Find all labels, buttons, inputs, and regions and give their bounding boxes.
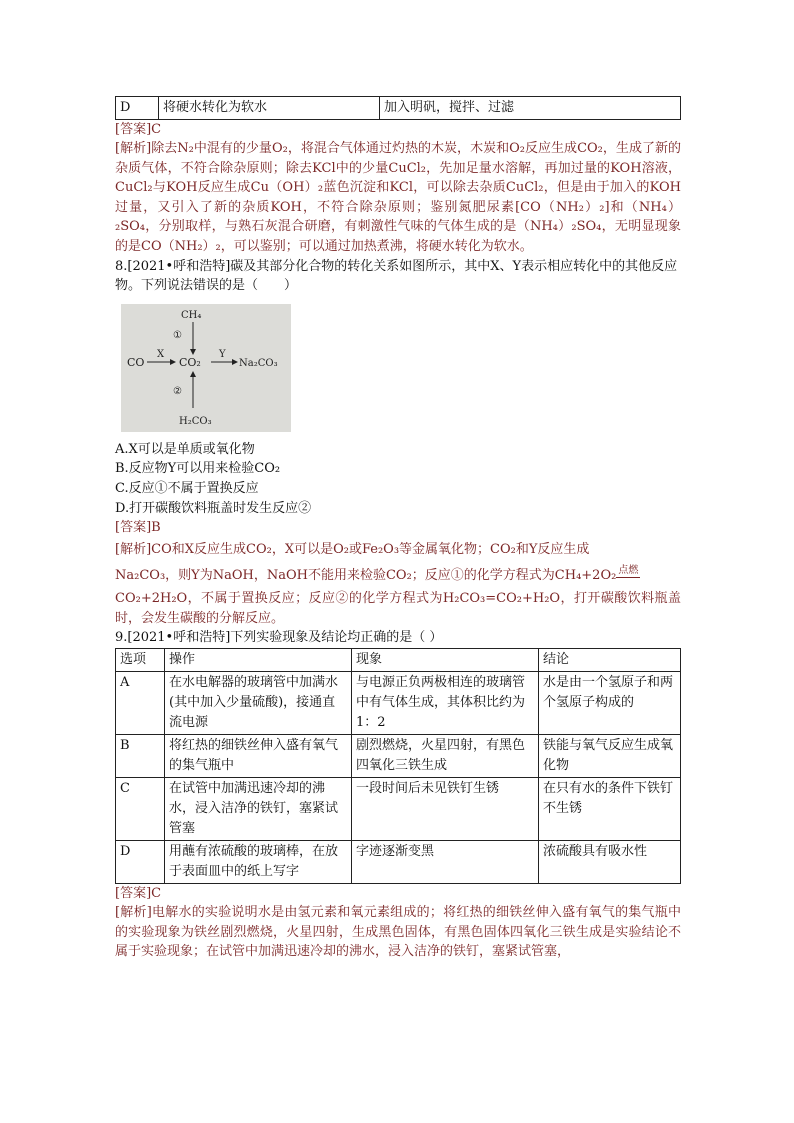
na2co3-label: Na₂CO₃ — [239, 357, 278, 369]
q8-explanation-line-2 — [115, 563, 681, 589]
q9-table — [115, 648, 681, 884]
table-row — [116, 671, 681, 734]
table-cell: 剧烈燃烧，火星四射，有黑色四氧化三铁生成 — [352, 734, 539, 777]
diagram-svg — [121, 304, 291, 432]
co2-label: CO₂ — [179, 355, 201, 369]
ch4-label: CH₄ — [181, 309, 202, 321]
q8-stem: 8.[2021•呼和浩特]碳及其部分化合物的转化关系如图所示，其中X、Y表示相应转化中的其他反应物。下列说法错误的是（ ） — [115, 258, 678, 294]
document-page — [115, 96, 681, 962]
reaction-2-label: ② — [173, 385, 182, 397]
q9-explanation: [解析]电解水的实验说明水是由氢元素和氧元素组成的；将红热的细铁丝伸入盛有氧气的集气瓶中的实验现象为铁丝剧烈燃烧，火星四射，生成黑色固体，有黑色固体四氧化三铁生成是实验结论不属于实验现象；在试管中加满迅速冷却的沸水，浸入洁净的铁钉，塞紧试管塞， — [115, 904, 681, 960]
q8-explanation-line-1: [解析]CO和X反应生成CO₂，X可以是O₂或Fe₂O₃等金属氧化物；CO₂和Y反应生成 — [115, 542, 590, 558]
table-header-cell: 现象 — [352, 648, 539, 671]
table-cell: 在水电解器的玻璃管中加满水(其中加入少量硫酸)，接通直流电源 — [165, 671, 352, 734]
q8-option-a: A.X可以是单质或氧化物 — [115, 441, 255, 457]
carbon-conversion-diagram — [121, 304, 291, 432]
table-cell: 与电源正负两极相连的玻璃管中有气体生成，其体积比约为1：2 — [352, 671, 539, 734]
table-cell: 浓硫酸具有吸水性 — [539, 840, 681, 883]
table-cell: B — [116, 734, 165, 777]
q8-option-b: B.反应物Y可以用来检验CO₂ — [115, 461, 281, 477]
q8-explanation-text: Na₂CO₃，则Y为NaOH，NaOH不能用来检验CO₂；反应①的化学方程式为CH₄+2O₂ — [115, 568, 617, 584]
table-cell: C — [116, 777, 165, 840]
y-label: Y — [219, 348, 226, 360]
x-label: X — [157, 348, 165, 360]
table-row — [116, 97, 681, 120]
table-cell: 字迹逐渐变黑 — [352, 840, 539, 883]
table-cell: A — [116, 671, 165, 734]
table-cell: 加入明矾，搅拌、过滤 — [380, 97, 681, 120]
q9-answer: [答案]C — [115, 885, 162, 901]
q8-option-d: D.打开碳酸饮料瓶盖时发生反应② — [115, 500, 312, 516]
table-cell: D — [116, 97, 159, 120]
table-cell: 水是由一个氢原子和两个氢原子构成的 — [539, 671, 681, 734]
table-cell: 将红热的细铁丝伸入盛有氧气的集气瓶中 — [165, 734, 352, 777]
table-row — [116, 777, 681, 840]
table-cell: D — [116, 840, 165, 883]
q8-answer: [答案]B — [115, 520, 161, 536]
table-header-row — [116, 648, 681, 671]
q8-option-c: C.反应①不属于置换反应 — [115, 480, 259, 496]
table-cell: 在试管中加满迅速冷却的沸水，浸入洁净的铁钉，塞紧试管塞 — [165, 777, 352, 840]
table-header-cell: 操作 — [165, 648, 352, 671]
table-cell: 一段时间后未见铁钉生锈 — [352, 777, 539, 840]
q7-options-table — [115, 96, 681, 120]
table-row — [116, 734, 681, 777]
table-cell: 将硬水转化为软水 — [159, 97, 380, 120]
reaction-1-label: ① — [173, 329, 182, 341]
table-cell: 在只有水的条件下铁钉不生锈 — [539, 777, 681, 840]
co-label: CO — [127, 355, 145, 369]
table-header-cell: 结论 — [539, 648, 681, 671]
reaction-condition: 点燃 — [618, 565, 639, 577]
table-cell: 铁能与氧气反应生成氧化物 — [539, 734, 681, 777]
q7-explanation: [解析]除去N₂中混有的少量O₂，将混合气体通过灼热的木炭，木炭和O₂反应生成CO₂，生成了新的杂质气体，不符合除杂原则；除去KCl中的少量CuCl₂，先加足量水溶解，再加过量的KOH溶液，CuCl₂与KOH反应生成Cu（OH）₂蓝色沉淀和KCl，可以除去杂质CuCl₂，但是由于加入的KOH过量，又引入了新的杂质KOH，不符合除杂原则；鉴别氮肥尿素[CO（NH₂）₂]和（NH₄）₂SO₄，分别取样，与熟石灰混合研磨，有刺激性气味的气体生成的是（NH₄）₂SO₄，无明显现象的是CO（NH₂）₂，可以鉴别；可以通过加热煮沸，将硬水转化为软水。 — [115, 141, 681, 254]
q8-explanation-line-3: CO₂+2H₂O，不属于置换反应；反应②的化学方程式为H₂CO₃=CO₂+H₂O，打开碳酸饮料瓶盖时，会发生碳酸的分解反应。 — [115, 591, 681, 626]
h2co3-label: H₂CO₃ — [179, 415, 212, 427]
table-cell: 用蘸有浓硫酸的玻璃棒，在放于表面皿中的纸上写字 — [165, 840, 352, 883]
table-header-cell: 选项 — [116, 648, 165, 671]
q7-answer: [答案]C — [115, 122, 162, 137]
q9-stem: 9.[2021•呼和浩特]下列实验现象及结论均正确的是（ ） — [115, 630, 443, 646]
table-row — [116, 840, 681, 883]
